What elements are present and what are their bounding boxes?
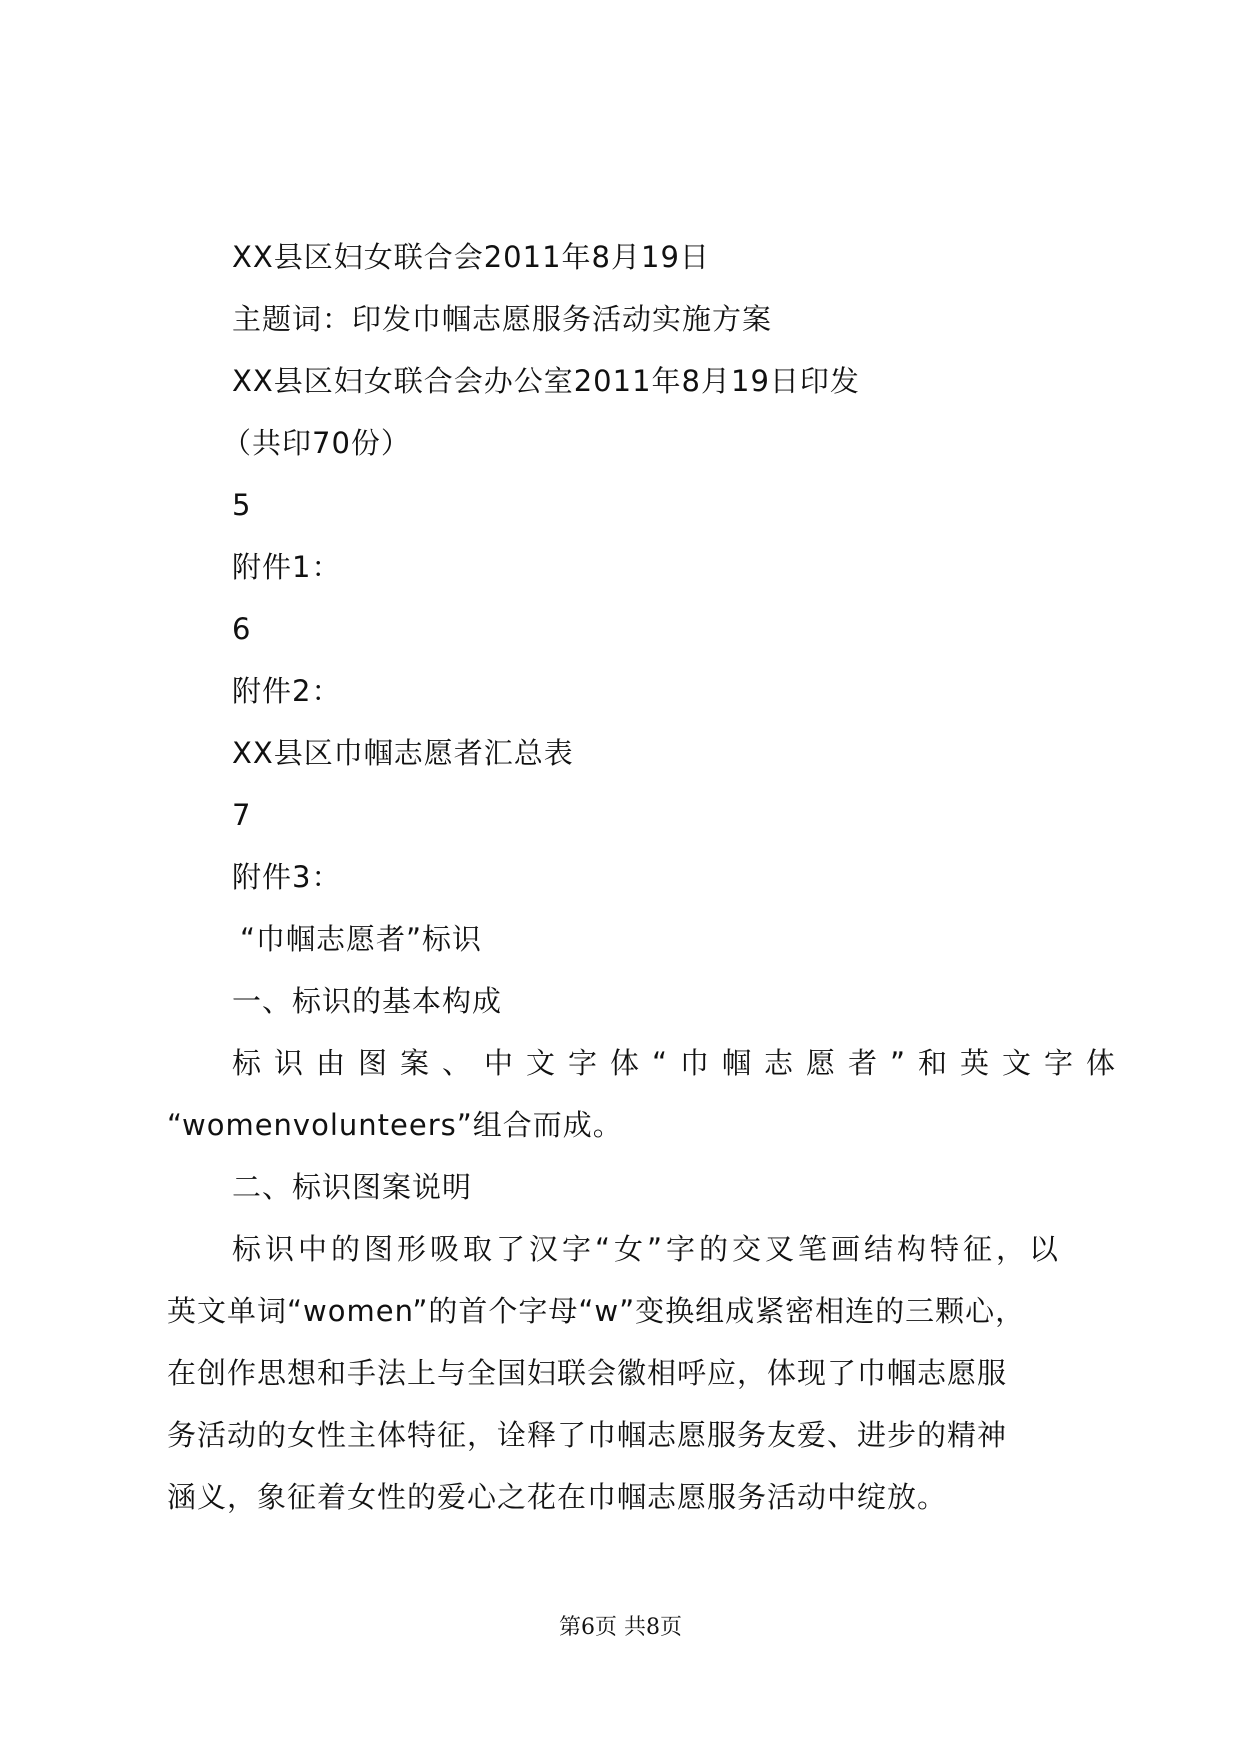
- section-2-heading: 二、标识图案说明: [232, 1170, 473, 1204]
- attachment-1-heading: 附件1：: [232, 550, 342, 584]
- signature-line: XX县区妇女联合会2011年8月19日: [232, 240, 710, 274]
- paragraph-line-3: 在创作思想和手法上与全国妇联会徽相呼应，体现了巾帼志愿服: [167, 1356, 1008, 1390]
- print-count-line: （共印70份）: [222, 426, 411, 460]
- paragraph-line-1: 标识中的图形吸取了汉字“女”字的交叉笔画结构特征，以: [232, 1232, 1063, 1266]
- logo-title: “巾帼志愿者”标识: [240, 922, 483, 956]
- section-1-heading: 一、标识的基本构成: [232, 984, 503, 1018]
- volunteer-summary-title: XX县区巾帼志愿者汇总表: [232, 736, 574, 770]
- attachment-3-heading: 附件3：: [232, 860, 342, 894]
- attachment-2-heading: 附件2：: [232, 674, 342, 708]
- paragraph-line-5: 涵义，象征着女性的爱心之花在巾帼志愿服务活动中绽放。: [167, 1480, 948, 1514]
- page-number-7: 7: [232, 798, 252, 832]
- issue-line: XX县区妇女联合会办公室2011年8月19日印发: [232, 364, 860, 398]
- page-footer: 第6页 共8页: [559, 1615, 682, 1640]
- paragraph-line-2: 英文单词“women”的首个字母“w”变换组成紧密相连的三颗心，: [167, 1294, 1026, 1328]
- page-number-5: 5: [232, 488, 252, 522]
- section-1-text-line-1: 标识由图案、中文字体“巾帼志愿者”和英文字体: [232, 1046, 1129, 1080]
- section-1-text-line-2: “womenvolunteers”组合而成。: [167, 1108, 623, 1142]
- subject-words-line: 主题词：印发巾帼志愿服务活动实施方案: [232, 302, 773, 336]
- page-number-6: 6: [232, 612, 252, 646]
- paragraph-line-4: 务活动的女性主体特征，诠释了巾帼志愿服务友爱、进步的精神: [167, 1418, 1008, 1452]
